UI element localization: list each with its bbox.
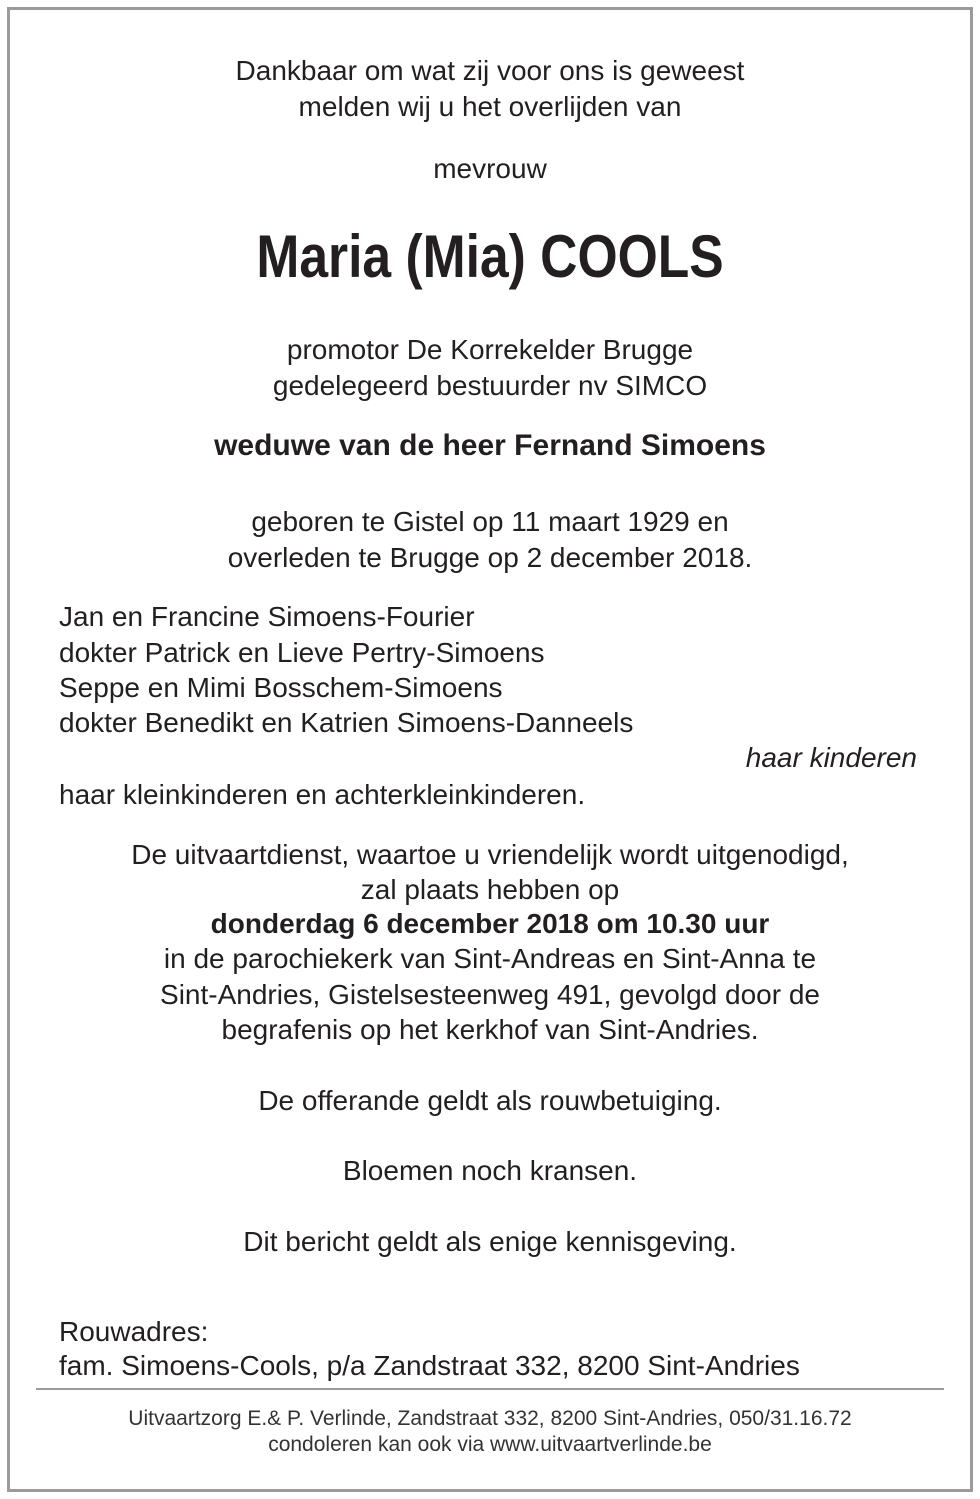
service-line-4: in de parochiekerk van Sint-Andreas en Sint-Anna te (163, 943, 817, 974)
title-line-1: promotor De Korrekelder Brugge (286, 334, 694, 365)
title-line-2: gedelegeerd bestuurder nv SIMCO (272, 370, 708, 401)
widow-of: weduwe van de heer Fernand Simoens (214, 429, 766, 462)
address-label: Rouwadres: (59, 1316, 209, 1347)
service-line-5: Sint-Andries, Gistelsesteenweg 491, gevolgd door de (160, 979, 820, 1010)
intro-line-2: melden wij u het overlijden van (298, 91, 682, 122)
address-value: fam. Simoens-Cools, p/a Zandstraat 332, 8200 Sint-Andries (59, 1350, 800, 1381)
death-line: overleden te Brugge op 2 december 2018. (227, 542, 753, 573)
footer-divider (36, 1388, 944, 1390)
service-datetime: donderdag 6 december 2018 om 10.30 uur (210, 908, 770, 939)
funeral-home-line: Uitvaartzorg E.& P. Verlinde, Zandstraat 332, 8200 Sint-Andries, 050/31.16.72 (128, 1407, 852, 1430)
service-line-2: zal plaats hebben op (360, 874, 620, 905)
deceased-name: Maria (Mia) COOLS (256, 223, 724, 290)
grandchildren-line: haar kleinkinderen en achterkleinkinderen. (59, 779, 586, 810)
salutation: mevrouw (433, 153, 547, 184)
condolences-line: condoleren kan ook via www.uitvaartverlinde.be (268, 1433, 712, 1456)
child-3: Seppe en Mimi Bosschem-Simoens (59, 672, 503, 703)
child-1: Jan en Francine Simoens-Fourier (59, 601, 475, 632)
child-4: dokter Benedikt en Katrien Simoens-Danneels (59, 707, 634, 738)
flowers-note: Bloemen noch kransen. (342, 1155, 638, 1186)
notice-note: Dit bericht geldt als enige kennisgeving. (243, 1226, 737, 1257)
service-line-1: De uitvaartdienst, waartoe u vriendelijk wordt uitgenodigd, (131, 839, 849, 870)
children-caption: haar kinderen (745, 742, 917, 773)
birth-line: geboren te Gistel op 11 maart 1929 en (251, 506, 729, 537)
intro-line-1: Dankbaar om wat zij voor ons is geweest (235, 55, 745, 86)
child-2: dokter Patrick en Lieve Pertry-Simoens (59, 637, 545, 668)
offering-note: De offerande geldt als rouwbetuiging. (258, 1085, 722, 1116)
service-line-6: begrafenis op het kerkhof van Sint-Andries. (221, 1014, 759, 1045)
